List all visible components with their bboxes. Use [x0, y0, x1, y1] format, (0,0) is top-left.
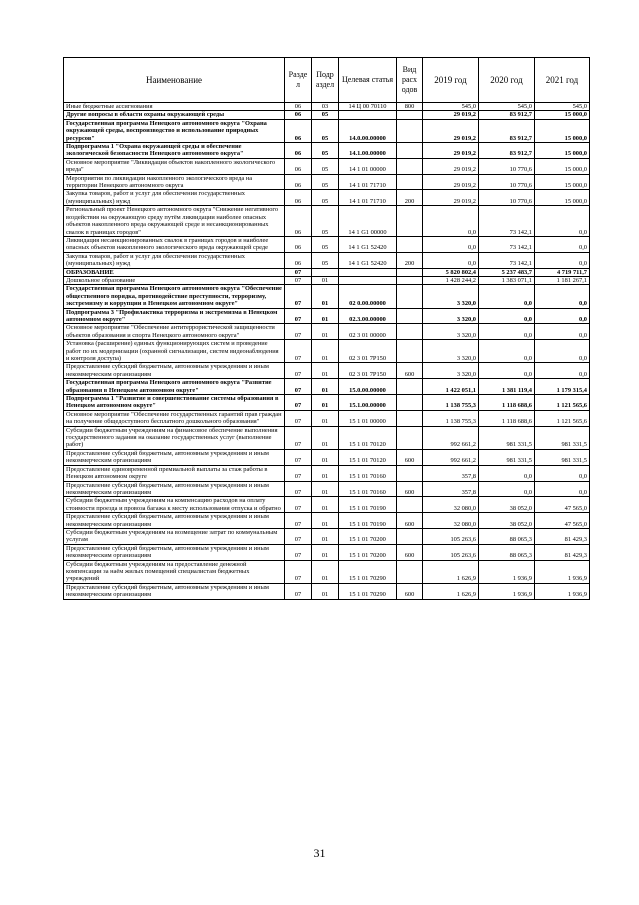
table-row	[64, 143, 590, 159]
row-podrazdel-cell: 01	[312, 285, 339, 308]
table-row	[64, 544, 590, 560]
table-row	[64, 174, 590, 190]
row-name-cell: Предоставление субсидий бюджетным, автономным учреждениям и иным некоммерческим организациям	[64, 544, 285, 560]
col-header-2020: 2020 год	[479, 58, 535, 103]
row-name-cell: Субсидии бюджетным учреждениям на компенсацию расходов на оплату стоимости проезда и провоза багажа к месту использования отпуска и обратно	[64, 497, 285, 513]
col-header-target: Целевая статья	[339, 58, 397, 103]
row-2020-cell: 0,0	[479, 285, 535, 308]
row-2020-cell: 73 142,1	[479, 206, 535, 237]
col-header-2021: 2021 год	[535, 58, 590, 103]
row-name-cell: Закупка товаров, работ и услуг для обеспечения государственных (муниципальных) нужд	[64, 252, 285, 268]
row-vid-cell	[397, 465, 423, 481]
table-row	[64, 103, 590, 111]
row-2019-cell: 1 626,9	[423, 583, 479, 599]
row-vid-cell	[397, 395, 423, 411]
row-podrazdel-cell: 05	[312, 206, 339, 237]
row-2019-cell: 3 320,0	[423, 363, 479, 379]
table-row	[64, 340, 590, 363]
table-header-row	[64, 58, 590, 103]
row-2019-cell: 29 019,2	[423, 190, 479, 206]
row-2020-cell: 38 052,0	[479, 497, 535, 513]
row-2021-cell: 15 000,0	[535, 143, 590, 159]
row-name-cell: Государственная программа Ненецкого автономного округа "Охрана окружающей среды, воспроизводство и использование природных ресурсов"	[64, 119, 285, 142]
row-target-cell: 02 3 01 7Р150	[339, 340, 397, 363]
row-2019-cell: 1 422 051,1	[423, 379, 479, 395]
row-name-cell: Государственная программа Ненецкого автономного округа "Развитие образования в Ненецком автономном округе"	[64, 379, 285, 395]
row-target-cell: 02 0.00.00000	[339, 285, 397, 308]
row-razdel-cell: 07	[285, 308, 312, 324]
row-podrazdel-cell: 01	[312, 379, 339, 395]
row-2021-cell: 15 000,0	[535, 174, 590, 190]
row-podrazdel-cell: 05	[312, 190, 339, 206]
budget-table-wrapper	[63, 57, 589, 600]
table-row	[64, 379, 590, 395]
row-target-cell: 14 1 01 71710	[339, 174, 397, 190]
row-2020-cell: 0,0	[479, 363, 535, 379]
row-podrazdel-cell: 01	[312, 528, 339, 544]
row-target-cell: 15 1 01 70120	[339, 426, 397, 449]
row-2021-cell: 1 936,9	[535, 560, 590, 583]
table-row	[64, 206, 590, 237]
row-razdel-cell: 07	[285, 395, 312, 411]
row-2021-cell: 4 719 711,7	[535, 268, 590, 276]
row-podrazdel-cell: 01	[312, 513, 339, 529]
row-2021-cell: 0,0	[535, 308, 590, 324]
row-target-cell: 15 1 01 70190	[339, 497, 397, 513]
row-2021-cell: 81 429,3	[535, 528, 590, 544]
row-name-cell: Предоставление субсидий бюджетным, автономным учреждениям и иным некоммерческим организациям	[64, 583, 285, 599]
row-target-cell: 14 1 G1 52420	[339, 252, 397, 268]
row-name-cell: Предоставление субсидий бюджетным, автономным учреждениям и иным некоммерческим организациям	[64, 513, 285, 529]
row-2021-cell: 0,0	[535, 206, 590, 237]
row-razdel-cell: 07	[285, 276, 312, 284]
row-2019-cell: 1 626,9	[423, 560, 479, 583]
row-vid-cell	[397, 236, 423, 252]
table-row	[64, 395, 590, 411]
row-2020-cell: 38 052,0	[479, 513, 535, 529]
budget-table	[63, 57, 590, 600]
table-row	[64, 285, 590, 308]
table-row	[64, 324, 590, 340]
row-2021-cell: 981 331,5	[535, 426, 590, 449]
row-podrazdel-cell: 05	[312, 252, 339, 268]
row-vid-cell	[397, 410, 423, 426]
row-2020-cell: 0,0	[479, 324, 535, 340]
row-razdel-cell: 07	[285, 465, 312, 481]
row-2020-cell: 83 912,7	[479, 119, 535, 142]
row-2020-cell: 0,0	[479, 481, 535, 497]
row-2021-cell: 1 121 565,6	[535, 410, 590, 426]
row-2019-cell: 5 820 802,4	[423, 268, 479, 276]
row-2021-cell: 15 000,0	[535, 111, 590, 119]
row-podrazdel-cell: 01	[312, 363, 339, 379]
row-vid-cell	[397, 324, 423, 340]
row-target-cell: 15 1 01 70120	[339, 449, 397, 465]
row-2020-cell: 83 912,7	[479, 111, 535, 119]
row-vid-cell	[397, 276, 423, 284]
row-target-cell: 15 1 01 70190	[339, 513, 397, 529]
row-name-cell: Ликвидация несанкционированных свалок в границах городов и наиболее опасных объектов накопленного экологического вреда окружающей среде	[64, 236, 285, 252]
row-podrazdel-cell: 05	[312, 236, 339, 252]
row-razdel-cell: 07	[285, 528, 312, 544]
table-row	[64, 158, 590, 174]
row-2020-cell: 1 381 119,4	[479, 379, 535, 395]
row-2020-cell: 10 770,6	[479, 174, 535, 190]
row-2019-cell: 32 080,0	[423, 513, 479, 529]
row-2021-cell: 15 000,0	[535, 158, 590, 174]
row-razdel-cell: 07	[285, 379, 312, 395]
row-vid-cell	[397, 111, 423, 119]
row-2020-cell: 1 118 688,6	[479, 395, 535, 411]
row-2019-cell: 545,0	[423, 103, 479, 111]
row-2019-cell: 3 320,0	[423, 340, 479, 363]
row-razdel-cell: 07	[285, 363, 312, 379]
row-2020-cell: 981 331,5	[479, 426, 535, 449]
row-name-cell: Другие вопросы в области охраны окружающей среды	[64, 111, 285, 119]
row-podrazdel-cell: 03	[312, 103, 339, 111]
table-row	[64, 513, 590, 529]
row-razdel-cell: 07	[285, 481, 312, 497]
row-vid-cell	[397, 174, 423, 190]
row-name-cell: Установка (расширение) единых функционирующих систем и проведение работ по их модернизации (охранной сигнализации, систем видеонаблюдения и контроля доступа)	[64, 340, 285, 363]
row-2019-cell: 357,8	[423, 481, 479, 497]
row-2021-cell: 0,0	[535, 481, 590, 497]
table-row	[64, 481, 590, 497]
table-row	[64, 252, 590, 268]
row-vid-cell	[397, 560, 423, 583]
row-podrazdel-cell: 01	[312, 308, 339, 324]
row-2019-cell: 0,0	[423, 236, 479, 252]
row-2019-cell: 32 080,0	[423, 497, 479, 513]
row-podrazdel-cell: 01	[312, 544, 339, 560]
row-2020-cell: 10 770,6	[479, 190, 535, 206]
row-name-cell: Основное мероприятие "Ликвидация объектов накопленного экологического вреда"	[64, 158, 285, 174]
row-podrazdel-cell: 01	[312, 340, 339, 363]
row-2021-cell: 0,0	[535, 236, 590, 252]
row-2020-cell: 1 383 071,1	[479, 276, 535, 284]
row-2019-cell: 29 019,2	[423, 143, 479, 159]
row-target-cell: 02 3 01 00000	[339, 324, 397, 340]
row-name-cell: Подпрограмма 3 "Профилактика терроризма и экстремизма в Ненецком автономном округе"	[64, 308, 285, 324]
row-name-cell: Региональный проект Ненецкого автономного округа "Снижение негативного воздействия на окружающую среду путём ликвидации наиболее опасных объектов накопленного вреда окружающей среде и несанкционированных свалок в границах городов"	[64, 206, 285, 237]
row-podrazdel-cell: 05	[312, 111, 339, 119]
row-target-cell: 14 Ц 00 70110	[339, 103, 397, 111]
row-podrazdel-cell: 01	[312, 395, 339, 411]
row-2020-cell: 73 142,1	[479, 236, 535, 252]
row-2020-cell: 1 118 688,6	[479, 410, 535, 426]
row-vid-cell: 800	[397, 103, 423, 111]
row-vid-cell	[397, 285, 423, 308]
table-row	[64, 111, 590, 119]
row-2020-cell: 545,0	[479, 103, 535, 111]
row-name-cell: Предоставление субсидий бюджетным, автономным учреждениям и иным некоммерческим организациям	[64, 363, 285, 379]
row-podrazdel-cell: 01	[312, 449, 339, 465]
row-vid-cell	[397, 340, 423, 363]
row-2019-cell: 3 320,0	[423, 308, 479, 324]
row-vid-cell	[397, 119, 423, 142]
row-name-cell: Предоставление единовременной премиальной выплаты за стаж работы в Ненецком автономном округе	[64, 465, 285, 481]
row-name-cell: Подпрограмма 1 "Охрана окружающей среды и обеспечение экологической безопасности Ненецкого автономного округа"	[64, 143, 285, 159]
col-header-razdel: Разде л	[285, 58, 312, 103]
row-2019-cell: 992 661,2	[423, 449, 479, 465]
row-2020-cell: 88 065,3	[479, 544, 535, 560]
row-2019-cell: 357,8	[423, 465, 479, 481]
row-2021-cell: 81 429,3	[535, 544, 590, 560]
row-vid-cell	[397, 497, 423, 513]
row-podrazdel-cell: 01	[312, 583, 339, 599]
row-podrazdel-cell: 01	[312, 410, 339, 426]
row-2021-cell: 47 565,0	[535, 497, 590, 513]
row-razdel-cell: 07	[285, 497, 312, 513]
row-razdel-cell: 06	[285, 190, 312, 206]
row-2020-cell: 0,0	[479, 465, 535, 481]
row-target-cell	[339, 111, 397, 119]
row-2020-cell: 0,0	[479, 340, 535, 363]
table-row	[64, 497, 590, 513]
row-name-cell: Мероприятия по ликвидации накопленного экологического вреда на территории Ненецкого автономного округа	[64, 174, 285, 190]
row-2021-cell: 15 000,0	[535, 190, 590, 206]
row-name-cell: Основное мероприятие "Обеспечение государственных гарантий прав граждан на получение общедоступного бесплатного дошкольного образования"	[64, 410, 285, 426]
row-razdel-cell: 07	[285, 513, 312, 529]
table-row	[64, 449, 590, 465]
row-name-cell: Закупка товаров, работ и услуг для обеспечения государственных (муниципальных) нужд	[64, 190, 285, 206]
row-podrazdel-cell: 05	[312, 174, 339, 190]
row-2021-cell: 0,0	[535, 340, 590, 363]
row-podrazdel-cell: 05	[312, 119, 339, 142]
row-razdel-cell: 07	[285, 583, 312, 599]
row-vid-cell	[397, 379, 423, 395]
page-number: 31	[313, 846, 326, 860]
row-target-cell: 14 1 G1 52420	[339, 236, 397, 252]
row-name-cell: Подпрограмма 1 "Развитие и совершенствование системы образования в Ненецком автономном округе"	[64, 395, 285, 411]
row-name-cell: ОБРАЗОВАНИЕ	[64, 268, 285, 276]
row-2019-cell: 0,0	[423, 206, 479, 237]
row-name-cell: Государственная программа Ненецкого автономного округа "Обеспечение общественного порядка, противодействие преступности, терроризму, экстремизму и коррупции в Ненецком автономном округе"	[64, 285, 285, 308]
row-2019-cell: 105 263,6	[423, 528, 479, 544]
row-podrazdel-cell: 01	[312, 276, 339, 284]
row-2020-cell: 1 936,9	[479, 583, 535, 599]
table-row	[64, 410, 590, 426]
row-target-cell: 14 1 01 00000	[339, 158, 397, 174]
row-vid-cell: 600	[397, 363, 423, 379]
row-name-cell: Основное мероприятие "Обеспечение антитеррористической защищенности объектов образования и спорта Ненецкого автономного округа"	[64, 324, 285, 340]
row-razdel-cell: 07	[285, 449, 312, 465]
row-2021-cell: 1 121 565,6	[535, 395, 590, 411]
row-target-cell: 15 1 01 70290	[339, 560, 397, 583]
row-2019-cell: 3 320,0	[423, 324, 479, 340]
row-razdel-cell: 06	[285, 143, 312, 159]
row-podrazdel-cell: 01	[312, 324, 339, 340]
row-podrazdel-cell: 05	[312, 143, 339, 159]
row-podrazdel-cell	[312, 268, 339, 276]
row-razdel-cell: 06	[285, 111, 312, 119]
col-header-vid: Вид расх одов	[397, 58, 423, 103]
row-podrazdel-cell: 01	[312, 465, 339, 481]
row-podrazdel-cell: 01	[312, 481, 339, 497]
row-razdel-cell: 07	[285, 340, 312, 363]
row-razdel-cell: 06	[285, 119, 312, 142]
row-target-cell	[339, 276, 397, 284]
table-row	[64, 276, 590, 284]
row-target-cell: 15 1 01 70200	[339, 544, 397, 560]
table-row	[64, 363, 590, 379]
row-name-cell: Дошкольное образование	[64, 276, 285, 284]
row-2021-cell: 1 179 315,4	[535, 379, 590, 395]
row-2021-cell: 0,0	[535, 285, 590, 308]
col-header-podrazdel: Подр аздел	[312, 58, 339, 103]
row-podrazdel-cell: 01	[312, 426, 339, 449]
row-2021-cell: 981 331,5	[535, 449, 590, 465]
row-vid-cell	[397, 426, 423, 449]
row-2019-cell: 1 138 755,3	[423, 395, 479, 411]
row-vid-cell	[397, 268, 423, 276]
row-target-cell: 15 1 01 70200	[339, 528, 397, 544]
row-2021-cell: 1 181 267,1	[535, 276, 590, 284]
row-razdel-cell: 07	[285, 285, 312, 308]
row-name-cell: Субсидии бюджетным учреждениям на финансовое обеспечение выполнения государственного задания на оказание государственных услуг (выполнение работ)	[64, 426, 285, 449]
row-2020-cell: 83 912,7	[479, 143, 535, 159]
row-vid-cell: 200	[397, 252, 423, 268]
row-2021-cell: 47 565,0	[535, 513, 590, 529]
row-2019-cell: 992 661,2	[423, 426, 479, 449]
row-razdel-cell: 07	[285, 410, 312, 426]
row-2019-cell: 0,0	[423, 252, 479, 268]
row-name-cell: Иные бюджетные ассигнования	[64, 103, 285, 111]
row-vid-cell: 600	[397, 544, 423, 560]
row-razdel-cell: 07	[285, 544, 312, 560]
row-vid-cell	[397, 308, 423, 324]
row-target-cell: 02.3.00.00000	[339, 308, 397, 324]
row-vid-cell	[397, 528, 423, 544]
row-2020-cell: 0,0	[479, 308, 535, 324]
row-2021-cell: 0,0	[535, 363, 590, 379]
table-row	[64, 308, 590, 324]
row-2020-cell: 1 936,9	[479, 560, 535, 583]
row-2021-cell: 0,0	[535, 465, 590, 481]
row-2021-cell: 545,0	[535, 103, 590, 111]
row-razdel-cell: 07	[285, 560, 312, 583]
row-vid-cell: 600	[397, 583, 423, 599]
row-2021-cell: 15 000,0	[535, 119, 590, 142]
row-target-cell: 15.0.00.00000	[339, 379, 397, 395]
table-body	[64, 103, 590, 600]
row-razdel-cell: 06	[285, 103, 312, 111]
row-razdel-cell: 06	[285, 174, 312, 190]
table-row	[64, 465, 590, 481]
table-row	[64, 190, 590, 206]
row-target-cell: 15 1 01 00000	[339, 410, 397, 426]
table-row	[64, 583, 590, 599]
row-target-cell: 15.1.00.00000	[339, 395, 397, 411]
col-header-2019: 2019 год	[423, 58, 479, 103]
row-2019-cell: 105 263,6	[423, 544, 479, 560]
row-name-cell: Предоставление субсидий бюджетным, автономным учреждениям и иным некоммерческим организациям	[64, 449, 285, 465]
row-razdel-cell: 06	[285, 206, 312, 237]
row-2020-cell: 73 142,1	[479, 252, 535, 268]
row-razdel-cell: 07	[285, 426, 312, 449]
row-2021-cell: 1 936,9	[535, 583, 590, 599]
row-target-cell: 15 1 01 70160	[339, 465, 397, 481]
row-target-cell: 15 1 01 70290	[339, 583, 397, 599]
row-podrazdel-cell: 01	[312, 560, 339, 583]
row-2019-cell: 1 428 244,2	[423, 276, 479, 284]
row-vid-cell	[397, 206, 423, 237]
table-row	[64, 560, 590, 583]
row-vid-cell	[397, 158, 423, 174]
row-podrazdel-cell: 01	[312, 497, 339, 513]
row-target-cell: 14.0.00.00000	[339, 119, 397, 142]
row-vid-cell: 600	[397, 481, 423, 497]
row-razdel-cell: 06	[285, 252, 312, 268]
row-2020-cell: 88 065,3	[479, 528, 535, 544]
row-target-cell	[339, 268, 397, 276]
row-2019-cell: 3 320,0	[423, 285, 479, 308]
row-vid-cell	[397, 143, 423, 159]
row-podrazdel-cell: 05	[312, 158, 339, 174]
row-target-cell: 02 3 01 7Р150	[339, 363, 397, 379]
table-row	[64, 236, 590, 252]
row-2020-cell: 981 331,5	[479, 449, 535, 465]
row-2019-cell: 29 019,2	[423, 119, 479, 142]
row-2019-cell: 29 019,2	[423, 174, 479, 190]
table-row	[64, 528, 590, 544]
row-razdel-cell: 06	[285, 158, 312, 174]
row-target-cell: 14 1 G1 00000	[339, 206, 397, 237]
row-name-cell: Предоставление субсидий бюджетным, автономным учреждениям и иным некоммерческим организациям	[64, 481, 285, 497]
row-razdel-cell: 07	[285, 324, 312, 340]
table-row	[64, 268, 590, 276]
row-2020-cell: 10 770,6	[479, 158, 535, 174]
table-row	[64, 426, 590, 449]
row-2019-cell: 29 019,2	[423, 158, 479, 174]
row-vid-cell: 200	[397, 190, 423, 206]
row-vid-cell: 600	[397, 449, 423, 465]
row-target-cell: 14 1 01 71710	[339, 190, 397, 206]
row-2019-cell: 29 019,2	[423, 111, 479, 119]
row-2021-cell: 0,0	[535, 252, 590, 268]
table-row	[64, 119, 590, 142]
row-2019-cell: 1 138 755,3	[423, 410, 479, 426]
row-vid-cell: 600	[397, 513, 423, 529]
row-name-cell: Субсидии бюджетным учреждениям на предоставление денежной компенсации за наём жилых помещений специалистам бюджетных учреждений	[64, 560, 285, 583]
row-name-cell: Субсидии бюджетным учреждениям на возмещение затрат по коммунальным услугам	[64, 528, 285, 544]
row-2021-cell: 0,0	[535, 324, 590, 340]
row-2020-cell: 5 237 483,7	[479, 268, 535, 276]
row-target-cell: 15 1 01 70160	[339, 481, 397, 497]
row-target-cell: 14.1.00.00000	[339, 143, 397, 159]
col-header-name: Наименование	[64, 58, 285, 103]
row-razdel-cell: 07	[285, 268, 312, 276]
row-razdel-cell: 06	[285, 236, 312, 252]
